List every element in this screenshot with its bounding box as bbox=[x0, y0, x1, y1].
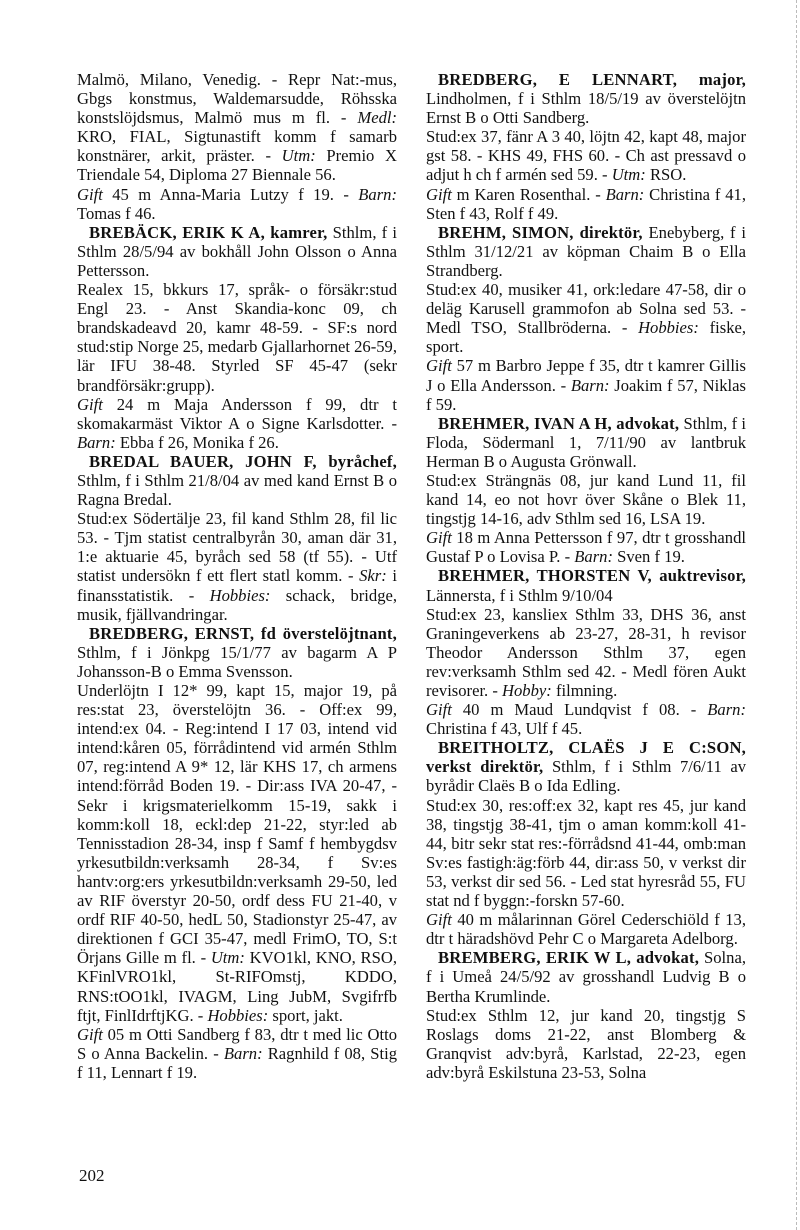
field-label: Gift bbox=[77, 184, 103, 204]
entry-paragraph bbox=[426, 280, 746, 356]
person-name: BREDAL BAUER, JOHN F, byråchef, bbox=[89, 451, 397, 471]
entry-heading-paragraph bbox=[77, 624, 397, 681]
field-label: Gift bbox=[426, 700, 452, 720]
entry-text: Ebba f 26, Monika f 26. bbox=[115, 432, 279, 452]
entry-paragraph bbox=[426, 700, 746, 738]
biography-entry bbox=[426, 738, 746, 948]
field-label: Skr: bbox=[359, 566, 387, 586]
entry-heading-paragraph bbox=[426, 566, 746, 604]
field-label: Hobbies: bbox=[638, 318, 699, 338]
field-label: Hobby: bbox=[502, 681, 552, 700]
biography-entry bbox=[77, 624, 397, 1082]
field-label: Hobbies: bbox=[209, 585, 271, 605]
entry-paragraph bbox=[426, 1006, 746, 1082]
entry-paragraph bbox=[77, 509, 397, 624]
entry-text: Sthlm, f i Sthlm 7/6/11 av byrådir Claës B o Ida Edling. bbox=[426, 757, 747, 796]
entry-text: 40 m målarinnan Görel Cederschiöld f 13, dtr t häradshövd Pehr C o Margareta Adelborg. bbox=[426, 910, 746, 949]
field-label: Barn: bbox=[77, 432, 116, 452]
page-edge bbox=[796, 0, 797, 1230]
entry-text: Stud:ex Södertälje 23, fil kand Sthlm 28, fil lic 53. - Tjm statist centralbyrån 30, aman där 31, 1:e aktuarie 45, byråch sed 58 (tf 55). - Utf statist undersökn f ett flert statl komm. - bbox=[77, 509, 397, 586]
biography-entry bbox=[77, 223, 397, 452]
person-name: BREITHOLTZ, CLAËS J E C:SON, verkst direktör, bbox=[426, 738, 746, 777]
person-name: BREDBERG, E LENNART, major, bbox=[438, 70, 746, 89]
entry-paragraph bbox=[77, 1025, 397, 1082]
person-name: BREDBERG, ERNST, fd överstelöjtnant, bbox=[89, 623, 397, 643]
entry-heading-paragraph bbox=[426, 223, 746, 280]
entry-text: KRO, FIAL, Sigtunastift komm f samarb konstnärer, arkit, präster. - bbox=[77, 127, 397, 166]
entry-text: fiske, sport. bbox=[426, 318, 746, 357]
page-number: 202 bbox=[79, 1166, 105, 1185]
entry-paragraph bbox=[426, 185, 746, 223]
entry-text: Premio X Triendale 54, Diploma 27 Biennale 56. bbox=[77, 146, 397, 185]
biography-entry bbox=[426, 948, 746, 1082]
entry-text: Enebyberg, f i Sthlm 31/12/21 av köpman Chaim B o Ella Strandberg. bbox=[426, 222, 746, 280]
biography-entry bbox=[426, 70, 746, 223]
entry-text: filmning. bbox=[551, 681, 618, 700]
field-label: Gift bbox=[426, 910, 452, 930]
entry-text: Lindholmen, f i Sthlm 18/5/19 av överstelöjtn Ernst B o Otti Sandberg. bbox=[426, 89, 746, 128]
entry-paragraph bbox=[77, 185, 397, 223]
entry-text: Tomas f 46. bbox=[77, 203, 156, 223]
entry-text: 45 m Anna-Maria Lutzy f 19. - bbox=[102, 184, 359, 204]
entry-text: Joakim f 57, Niklas f 59. bbox=[426, 375, 746, 414]
entry-text: Stud:ex Sthlm 12, jur kand 20, tingstjg S Roslags doms 21-22, anst Blomberg & Granqvist adv:byrå, Karlstad, 22-23, egen adv:byrå Eskilstuna 23-53, Solna bbox=[426, 1005, 746, 1082]
entry-text: Sthlm, f i Sthlm 21/8/04 av med kand Ernst B o Ragna Bredal. bbox=[77, 470, 397, 510]
entry-text: 57 m Barbro Jeppe f 35, dtr t kamrer Gillis J o Ella Andersson. - bbox=[426, 356, 746, 395]
biography-entry bbox=[77, 452, 397, 624]
field-label: Barn: bbox=[605, 184, 645, 204]
entry-text: 24 m Maja Andersson f 99, dtr t skomakarmäst Viktor A o Signe Karlsdotter. - bbox=[77, 394, 397, 433]
entry-text: Stud:ex Strängnäs 08, jur kand Lund 11, fil kand 14, eo not hovr över Skåne o Blek 11, tingstjg 14-16, adv Sthlm sed 16, LSA 19. bbox=[426, 470, 746, 529]
field-label: Gift bbox=[77, 394, 103, 414]
entry-paragraph bbox=[426, 528, 746, 566]
person-name: BREHM, SIMON, direktör, bbox=[438, 222, 643, 242]
field-label: Gift bbox=[426, 528, 452, 548]
field-label: Barn: bbox=[707, 700, 746, 720]
field-label: Utm: bbox=[611, 165, 646, 185]
field-label: Hobbies: bbox=[207, 1005, 269, 1025]
field-label: Barn: bbox=[223, 1043, 263, 1063]
person-name: BREBÄCK, ERIK K A, kamrer, bbox=[89, 222, 328, 242]
entry-text: Stud:ex 37, fänr A 3 40, löjtn 42, kapt 48, major gst 58. - KHS 49, FHS 60. - Ch ast pressavd o adjut h ch f armén sed 59. - bbox=[426, 127, 746, 185]
entry-text: Realex 15, bkkurs 17, språk- o försäkr:stud Engl 23. - Anst Skandia-konc 09, ch brandskadeavd 20, kamr 48-59. - SF:s nord stud:stip Norge 25, medarb Gjallarhornet 26-59, lär IFU 38-48. Styrled SF 45-47 (sekr brandförsäkr:grupp). bbox=[77, 280, 397, 395]
entry-text: Stud:ex 40, musiker 41, ork:ledare 47-58, dir o deläg Karusell grammofon ab Solna sed 53. - Medl TSO, Stallbröderna. - bbox=[426, 280, 746, 338]
entry-text: 05 m Otti Sandberg f 83, dtr t med lic Otto S o Anna Backelin. - bbox=[77, 1024, 397, 1063]
entry-text: Stud:ex 23, kansliex Sthlm 33, DHS 36, anst Graningeverkens ab 23-27, 28-31, h revisor Theodor Andersson Sthlm 37, egen rev:verksamh Sthlm sed 42. - Medl fören Aukt revisorer. - bbox=[426, 604, 746, 700]
entry-text: i finansstatistik. - bbox=[77, 566, 397, 605]
entry-paragraph bbox=[426, 127, 746, 184]
entry-text: Malmö, Milano, Venedig. - Repr Nat:-mus, Gbgs konstmus, Waldemarsudde, Röhsska konstslöjdsmus, Malmö mus m fl. - bbox=[77, 70, 397, 128]
entry-text: RSO. bbox=[645, 165, 687, 185]
person-name: BREMBERG, ERIK W L, advokat, bbox=[438, 948, 700, 968]
entry-text: 40 m Maud Lundqvist f 08. - bbox=[451, 700, 708, 720]
entry-text: Sthlm, f i Jönkpg 15/1/77 av bagarm A P Johansson-B o Emma Svensson. bbox=[77, 642, 397, 681]
field-label: Gift bbox=[77, 1024, 103, 1044]
field-label: Barn: bbox=[358, 184, 397, 204]
entry-paragraph bbox=[77, 681, 397, 1025]
entry-text: Underlöjtn I 12* 99, kapt 15, major 19, på res:stat 23, överstelöjtn 36. - Off:ex 99, intend:ex 04. - Reg:intend I 17 03, intend vid intend:kåren 05, förrådintend vid armén Sthlm 07, reg:intend A 9* 12, lär KHS 17, ch armens intend:förråd Boden 19. - Dir:ass IVA 20-47, - Sekr i krigsmaterielkomm 15-19, sakk i komm:koll 18, eckl:dep 21-22, styr:led ab Tennisstadion 28-34, insp f Samf f hembygdsv yrkesutbildn:verksamh 28-34, f Sv:es hantv:org:ers yrkesutbildn:verksamh 29-50, led av RIF överstyr 20-50, ordf dess FU 21-40, v ordf RIF 40-50, hedL 50, Stadionstyr 25-47, av direktionen f GCI 35-47, medl FrimO, TO, S:t Örjans Gille m fl. - bbox=[77, 681, 397, 968]
entry-heading-paragraph bbox=[426, 738, 746, 795]
entry-heading-paragraph bbox=[77, 223, 397, 280]
biography-entry bbox=[426, 566, 746, 738]
field-label: Utm: bbox=[281, 146, 316, 166]
field-label: Barn: bbox=[570, 375, 610, 395]
entry-paragraph bbox=[77, 395, 397, 452]
entry-text: KVO1kl, KNO, RSO, KFinlVRO1kl, St-RIFOmstj, KDDO, RNS:tOO1kl, IVAGM, Ling JubM, Svgifrfb ftjt, FinlIdrftjKG. - bbox=[77, 948, 397, 1025]
entry-text: Lännersta, f i Sthlm 9/10/04 bbox=[426, 585, 613, 605]
entry-heading-paragraph bbox=[426, 70, 746, 127]
entry-heading-paragraph bbox=[426, 414, 746, 471]
entry-text: 18 m Anna Pettersson f 97, dtr t grosshandl Gustaf P o Lovisa P. - bbox=[426, 528, 746, 567]
entry-text: Sven f 19. bbox=[612, 547, 685, 567]
biography-entry bbox=[426, 223, 746, 414]
entry-paragraph bbox=[426, 356, 746, 413]
field-label: Utm: bbox=[210, 948, 245, 968]
entry-text: Sthlm, f i Sthlm 28/5/94 av bokhåll John Olsson o Anna Pettersson. bbox=[77, 222, 397, 280]
entry-text: schack, bridge, musik, fjällvandringar. bbox=[77, 585, 397, 624]
entry-paragraph bbox=[77, 70, 397, 185]
entry-text: Christina f 41, Sten f 43, Rolf f 49. bbox=[426, 184, 746, 223]
entry-paragraph bbox=[426, 471, 746, 528]
person-name: BREHMER, THORSTEN V, auktrevisor, bbox=[438, 566, 746, 586]
left-column bbox=[77, 70, 397, 1082]
person-name: BREHMER, IVAN A H, advokat, bbox=[438, 413, 680, 433]
entry-heading-paragraph bbox=[77, 452, 397, 509]
entry-text: m Karen Rosenthal. - bbox=[451, 184, 606, 204]
entry-paragraph bbox=[426, 796, 746, 911]
biography-entry bbox=[426, 414, 746, 567]
field-label: Barn: bbox=[574, 547, 613, 567]
entry-text: Solna, f i Umeå 24/5/92 av grosshandl Ludvig B o Bertha Krumlinde. bbox=[426, 948, 746, 1006]
field-label: Medl: bbox=[357, 108, 397, 128]
right-column bbox=[426, 70, 746, 1082]
entry-text: Stud:ex 30, res:off:ex 32, kapt res 45, jur kand 38, tingstjg 38-41, tjm o aman komm:koll 41-44, bitr sekr stat res:-förrådsnd 41-44, omb:man Sv:es fastigh:äg:förb 44, dir:ass 50, v verkst dir 53, verkst dir sed 56. - Led stat hyresråd 55, FU stat nd f byggn:-forskn 57-60. bbox=[426, 795, 746, 911]
entry-paragraph bbox=[426, 605, 746, 700]
entry-paragraph bbox=[426, 910, 746, 948]
field-label: Gift bbox=[426, 184, 452, 204]
biography-entry bbox=[77, 70, 397, 223]
entry-heading-paragraph bbox=[426, 948, 746, 1005]
entry-paragraph bbox=[77, 280, 397, 395]
entry-text: Ragnhild f 08, Stig f 11, Lennart f 19. bbox=[77, 1043, 398, 1082]
entry-text: Christina f 43, Ulf f 45. bbox=[426, 719, 583, 739]
entry-text: sport, jakt. bbox=[268, 1005, 343, 1025]
field-label: Gift bbox=[426, 356, 452, 376]
entry-text: Sthlm, f i Floda, Södermanl 1, 7/11/90 av lantbruk Herman B o Augusta Grönwall. bbox=[426, 413, 746, 471]
